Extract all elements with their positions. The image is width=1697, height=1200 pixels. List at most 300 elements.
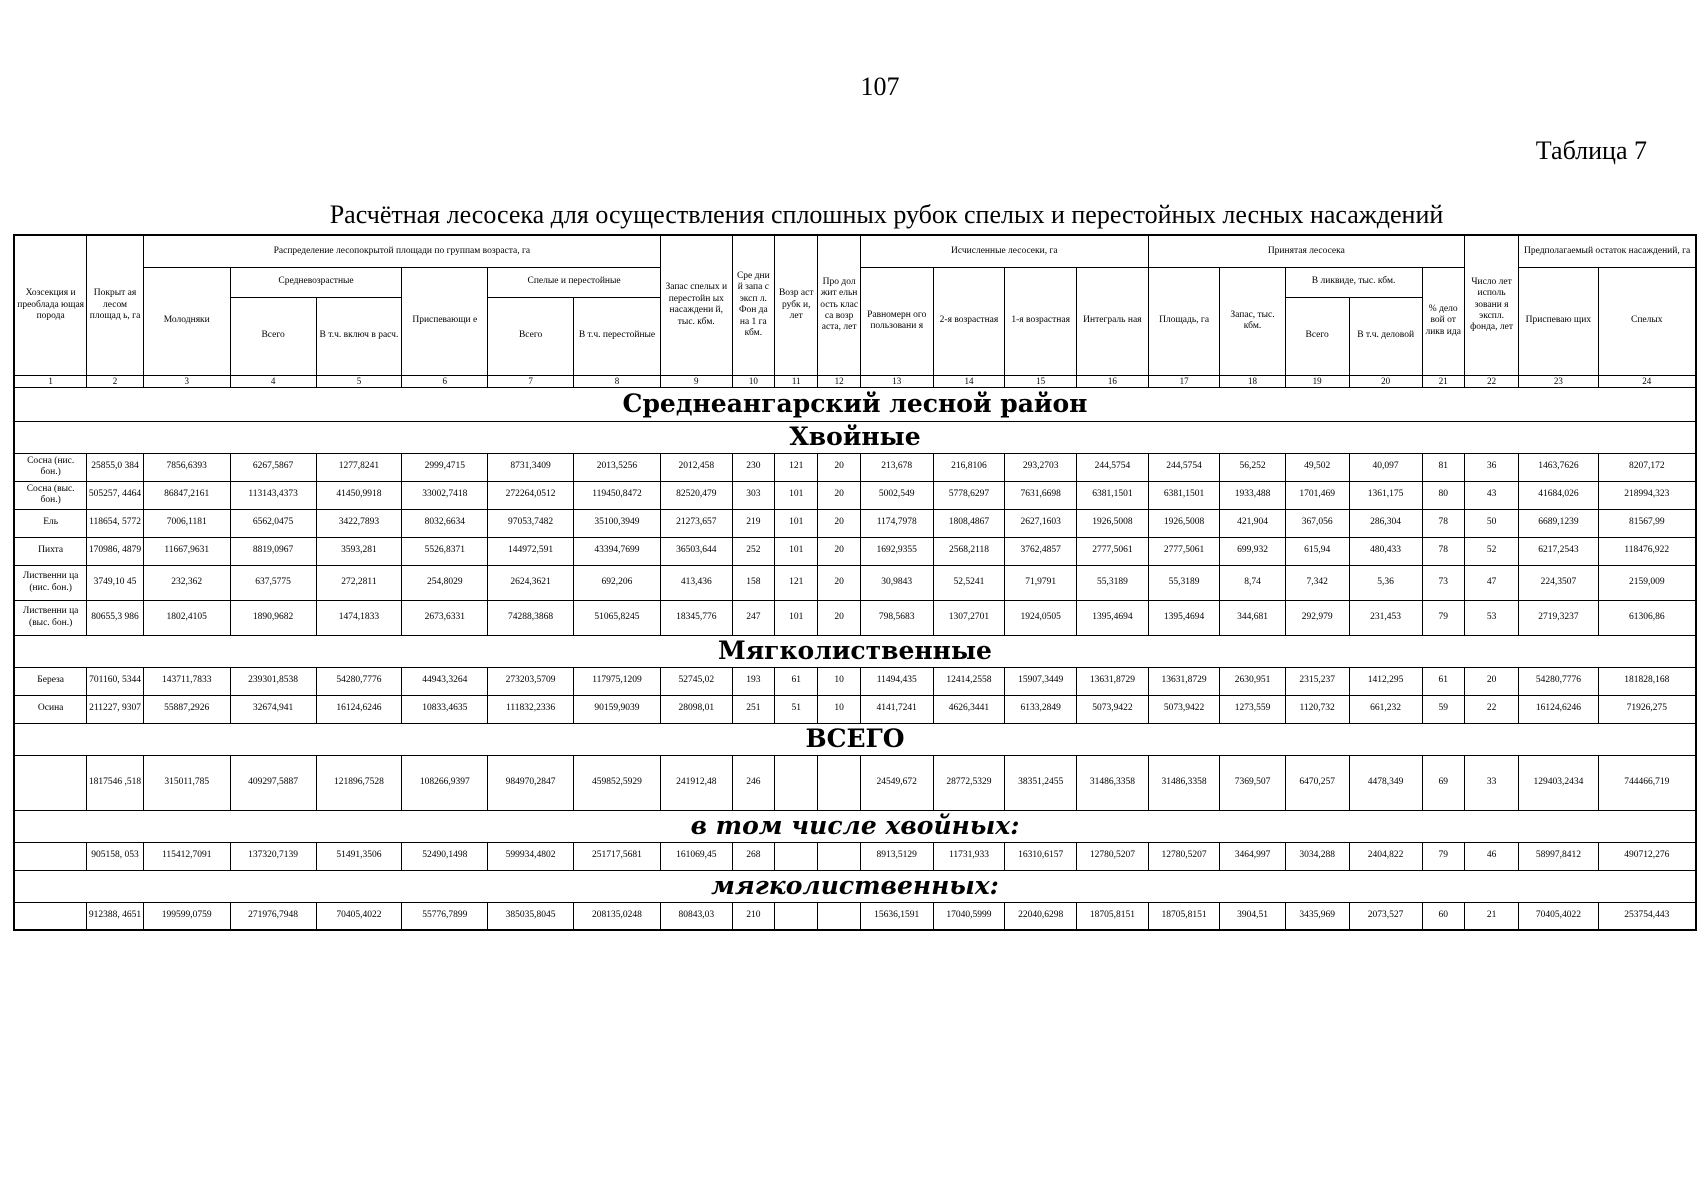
table-cell: 43 (1464, 481, 1518, 509)
table-row (14, 667, 1696, 695)
table-cell: 5,36 (1349, 565, 1422, 600)
table-cell: 54280,7776 (316, 667, 402, 695)
table-cell: 101 (775, 509, 818, 537)
table-cell: 599934,4802 (488, 842, 574, 870)
table-cell: 80 (1422, 481, 1464, 509)
table-cell: 2777,5061 (1148, 537, 1220, 565)
table-cell: 115412,7091 (143, 842, 230, 870)
table-cell: 2624,3621 (488, 565, 574, 600)
table-cell: 20 (818, 481, 860, 509)
table-cell (775, 755, 818, 810)
table-cell: Пихта (14, 537, 87, 565)
table-cell: Сосна (нис. бон.) (14, 453, 87, 481)
header-area: Площадь, га (1148, 267, 1220, 375)
table-cell: 3593,281 (316, 537, 402, 565)
table-cell: 51 (775, 695, 818, 723)
table-cell: 6133,2849 (1005, 695, 1077, 723)
table-cell: 1174,7978 (860, 509, 933, 537)
table-cell: Береза (14, 667, 87, 695)
table-cell (14, 842, 87, 870)
table-cell: 137320,7139 (230, 842, 316, 870)
column-number: 2 (87, 375, 143, 387)
table-cell: 16310,6157 (1005, 842, 1077, 870)
table-cell: 211227, 9307 (87, 695, 143, 723)
table-cell: 6470,257 (1285, 755, 1349, 810)
table-cell: 912388, 4651 (87, 902, 143, 930)
header-species: Хозсекция и преоблада ющая порода (14, 235, 87, 375)
table-cell: 8913,5129 (860, 842, 933, 870)
table-cell: 701160, 5344 (87, 667, 143, 695)
table-cell: 16124,6246 (316, 695, 402, 723)
table-cell: 55887,2926 (143, 695, 230, 723)
table-cell: 199599,0759 (143, 902, 230, 930)
table-cell: 11667,9631 (143, 537, 230, 565)
table-cell: 10 (818, 667, 860, 695)
section-district (14, 387, 1696, 421)
table-cell: 637,5775 (230, 565, 316, 600)
table-cell: 44943,3264 (402, 667, 488, 695)
column-number: 11 (775, 375, 818, 387)
table-cell: 208135,0248 (574, 902, 661, 930)
header-remaining-stands: Предполагаемый остаток насаждений, га (1519, 235, 1696, 267)
table-cell: 905158, 053 (87, 842, 143, 870)
table-cell: 81 (1422, 453, 1464, 481)
header-reserve: Запас, тыс. кбм. (1220, 267, 1285, 375)
table-cell: 7006,1181 (143, 509, 230, 537)
table-cell: 344,681 (1220, 600, 1285, 635)
table-cell: 218994,323 (1598, 481, 1696, 509)
table-cell: 20 (818, 600, 860, 635)
table-cell: 7,342 (1285, 565, 1349, 600)
header-middle-included: В т.ч. включ в расч. (316, 297, 402, 375)
table-cell (818, 755, 860, 810)
table-cell: 61306,86 (1598, 600, 1696, 635)
table-row (14, 481, 1696, 509)
table-cell: 224,3507 (1519, 565, 1598, 600)
table-cell: 22040,6298 (1005, 902, 1077, 930)
table-cell: 16124,6246 (1519, 695, 1598, 723)
table-cell: 161069,45 (660, 842, 732, 870)
table-cell: 2777,5061 (1077, 537, 1149, 565)
table-cell: 143711,7833 (143, 667, 230, 695)
section-row (14, 870, 1696, 902)
table-cell: 41684,026 (1519, 481, 1598, 509)
table-cell: 79 (1422, 600, 1464, 635)
table-cell: 81567,99 (1598, 509, 1696, 537)
table-cell: 1120,732 (1285, 695, 1349, 723)
table-cell: 43394,7699 (574, 537, 661, 565)
table-cell: 1701,469 (1285, 481, 1349, 509)
table-cell: 459852,5929 (574, 755, 661, 810)
section-conifers (14, 421, 1696, 453)
table-cell: 46 (1464, 842, 1518, 870)
table-cell: 4141,7241 (860, 695, 933, 723)
table-cell: 2627,1603 (1005, 509, 1077, 537)
table-cell: 1463,7626 (1519, 453, 1598, 481)
table-cell: 33 (1464, 755, 1518, 810)
table-cell: 86847,2161 (143, 481, 230, 509)
section-title: Мягколиственные (14, 635, 1696, 667)
table-cell: 8819,0967 (230, 537, 316, 565)
table-cell: 1890,9682 (230, 600, 316, 635)
table-cell: 286,304 (1349, 509, 1422, 537)
table-cell: 232,362 (143, 565, 230, 600)
header-years-of-use: Число лет исполь зовани я экспл. фонда, лет (1464, 235, 1518, 375)
table-cell: 20 (818, 565, 860, 600)
table-row (14, 537, 1696, 565)
table-cell: 2013,5256 (574, 453, 661, 481)
table-cell: 181828,168 (1598, 667, 1696, 695)
table-cell: 51491,3506 (316, 842, 402, 870)
table-cell: 8032,6634 (402, 509, 488, 537)
table-cell: Осина (14, 695, 87, 723)
table-cell: 2315,237 (1285, 667, 1349, 695)
section-title: ВСЕГО (14, 723, 1696, 755)
table-cell: 6381,1501 (1148, 481, 1220, 509)
column-number: 6 (402, 375, 488, 387)
header-mature-overmature: Спелые и перестойные (488, 267, 661, 297)
table-cell: 24549,672 (860, 755, 933, 810)
table-cell: 1412,295 (1349, 667, 1422, 695)
table-cell: 505257, 4464 (87, 481, 143, 509)
table-cell: 117975,1209 (574, 667, 661, 695)
table-cell: 35100,3949 (574, 509, 661, 537)
table-cell (14, 902, 87, 930)
table-cell: 55,3189 (1077, 565, 1149, 600)
table-cell: 3762,4857 (1005, 537, 1077, 565)
table-cell: 31486,3358 (1077, 755, 1149, 810)
table-cell: 210 (732, 902, 774, 930)
table-row (14, 695, 1696, 723)
header-approaching: Приспевающи е (402, 267, 488, 375)
table-cell: 692,206 (574, 565, 661, 600)
section-title: в том числе хвойных: (14, 810, 1696, 842)
table-cell: 36 (1464, 453, 1518, 481)
table-cell: 55,3189 (1148, 565, 1220, 600)
column-number: 12 (818, 375, 860, 387)
table-cell: 1933,488 (1220, 481, 1285, 509)
table-cell: 52 (1464, 537, 1518, 565)
table-cell: 8207,172 (1598, 453, 1696, 481)
table-cell: 21273,657 (660, 509, 732, 537)
table-cell: 32674,941 (230, 695, 316, 723)
table-cell: 78 (1422, 537, 1464, 565)
column-number: 15 (1005, 375, 1077, 387)
table-cell: 58997,8412 (1519, 842, 1598, 870)
column-number: 22 (1464, 375, 1518, 387)
table-cell: 2719,3237 (1519, 600, 1598, 635)
header-cutting-age: Возр аст рубк и, лет (775, 235, 818, 375)
header-avg-stock: Сре дни й запа с эксп л. Фон да на 1 га кбм. (732, 235, 774, 375)
table-cell: 251 (732, 695, 774, 723)
table-cell: 36503,644 (660, 537, 732, 565)
table-cell: 12780,5207 (1148, 842, 1220, 870)
table-cell: 1802,4105 (143, 600, 230, 635)
table-cell: 41450,9918 (316, 481, 402, 509)
table-cell: 54280,7776 (1519, 667, 1598, 695)
table-cell: 101 (775, 481, 818, 509)
table-cell: 1307,2701 (933, 600, 1005, 635)
table-cell: 20 (818, 537, 860, 565)
table-cell: 1808,4867 (933, 509, 1005, 537)
table-cell: 252 (732, 537, 774, 565)
table-cell: 70405,4022 (316, 902, 402, 930)
table-cell: 111832,2336 (488, 695, 574, 723)
table-cell: 2630,951 (1220, 667, 1285, 695)
header-liquid-business: В т.ч. деловой (1349, 297, 1422, 375)
column-number: 21 (1422, 375, 1464, 387)
header-even-use: Равномерн ого пользовани я (860, 267, 933, 375)
table-cell: 3034,288 (1285, 842, 1349, 870)
table-cell: 7856,6393 (143, 453, 230, 481)
column-number: 10 (732, 375, 774, 387)
table-cell: 17040,5999 (933, 902, 1005, 930)
column-number: 13 (860, 375, 933, 387)
table-cell: 6267,5867 (230, 453, 316, 481)
table-cell: 268 (732, 842, 774, 870)
table-cell: 38351,2455 (1005, 755, 1077, 810)
header-overmature: В т.ч. перестойные (574, 297, 661, 375)
header-remain-approaching: Приспеваю щих (1519, 267, 1598, 375)
table-cell: 74288,3868 (488, 600, 574, 635)
table-cell: 213,678 (860, 453, 933, 481)
table-cell: 241912,48 (660, 755, 732, 810)
table-cell: 30,9843 (860, 565, 933, 600)
column-number: 14 (933, 375, 1005, 387)
table-cell: 20 (1464, 667, 1518, 695)
table-cell: 615,94 (1285, 537, 1349, 565)
table-row (14, 600, 1696, 635)
table-cell: Ель (14, 509, 87, 537)
table-cell: 73 (1422, 565, 1464, 600)
table-cell: 3435,969 (1285, 902, 1349, 930)
table-cell (818, 902, 860, 930)
table-cell: 71,9791 (1005, 565, 1077, 600)
header-business-pct: % дело вой от ликв ида (1422, 267, 1464, 375)
header-mature-total: Всего (488, 297, 574, 375)
table-cell: 80655,3 986 (87, 600, 143, 635)
table-cell: 90159,9039 (574, 695, 661, 723)
table-cell: 11731,933 (933, 842, 1005, 870)
table-cell: 119450,8472 (574, 481, 661, 509)
table-cell: Сосна (выс. бон.) (14, 481, 87, 509)
table-cell: 108266,9397 (402, 755, 488, 810)
table-cell: 2012,458 (660, 453, 732, 481)
table-cell: 367,056 (1285, 509, 1349, 537)
table-cell: 129403,2434 (1519, 755, 1598, 810)
table-cell: 69 (1422, 755, 1464, 810)
table-cell: 1474,1833 (316, 600, 402, 635)
table-cell: 8731,3409 (488, 453, 574, 481)
header-mature-stock: Запас спелых и перестойн ых насаждени й, тыс. кбм. (660, 235, 732, 375)
table-cell: 661,232 (1349, 695, 1422, 723)
table-cell: 247 (732, 600, 774, 635)
page-number: 107 (860, 72, 900, 101)
table-cell: 121896,7528 (316, 755, 402, 810)
table-cell: 20 (818, 453, 860, 481)
column-number: 5 (316, 375, 402, 387)
table-cell: 118654, 5772 (87, 509, 143, 537)
table-cell: 18345,776 (660, 600, 732, 635)
table-cell: 385035,8045 (488, 902, 574, 930)
table-title: Расчётная лесосека для осуществления сплошных рубок спелых и перестойных лесных насаждений (329, 200, 1444, 229)
column-number: 3 (143, 375, 230, 387)
table-cell: 3422,7893 (316, 509, 402, 537)
table-cell: 273203,5709 (488, 667, 574, 695)
table-cell: 5526,8371 (402, 537, 488, 565)
table-cell: 61 (1422, 667, 1464, 695)
table-cell: 984970,2847 (488, 755, 574, 810)
table-cell: 55776,7899 (402, 902, 488, 930)
table-cell: 293,2703 (1005, 453, 1077, 481)
table-cell: 4626,3441 (933, 695, 1005, 723)
table-cell: 53 (1464, 600, 1518, 635)
table-cell: 239301,8538 (230, 667, 316, 695)
section-title: Хвойные (14, 421, 1696, 453)
table-cell: 231,453 (1349, 600, 1422, 635)
section-row (14, 635, 1696, 667)
table-row (14, 453, 1696, 481)
column-numbers-row (14, 375, 1696, 387)
section-row (14, 810, 1696, 842)
table-cell: 272264,0512 (488, 481, 574, 509)
table-cell: 158 (732, 565, 774, 600)
header-liquid: В ликвиде, тыс. кбм. (1285, 267, 1422, 297)
table-cell: 6217,2543 (1519, 537, 1598, 565)
table-cell: 244,5754 (1077, 453, 1149, 481)
column-number: 7 (488, 375, 574, 387)
table-cell: 8,74 (1220, 565, 1285, 600)
table-cell: 1273,559 (1220, 695, 1285, 723)
table-cell: 5002,549 (860, 481, 933, 509)
table-cell (775, 842, 818, 870)
table-cell: 22 (1464, 695, 1518, 723)
table-cell: 1817546 ,518 (87, 755, 143, 810)
table-cell: 51065,8245 (574, 600, 661, 635)
table-cell: 49,502 (1285, 453, 1349, 481)
table-cell: 10833,4635 (402, 695, 488, 723)
column-number: 16 (1077, 375, 1149, 387)
header-calculated-cutting: Исчисленные лесосеки, га (860, 235, 1148, 267)
table-cell: 3749,10 45 (87, 565, 143, 600)
table-cell: 15636,1591 (860, 902, 933, 930)
table-cell: 13631,8729 (1148, 667, 1220, 695)
header-young: Молодняки (143, 267, 230, 375)
table-cell: 303 (732, 481, 774, 509)
header-integral: Интеграль ная (1077, 267, 1149, 375)
table-cell: 12414,2558 (933, 667, 1005, 695)
table-row (14, 902, 1696, 930)
table-cell: 798,5683 (860, 600, 933, 635)
header-age-1: 1-я возрастная (1005, 267, 1077, 375)
table-cell: 79 (1422, 842, 1464, 870)
header-middle-total: Всего (230, 297, 316, 375)
table-cell: 6562,0475 (230, 509, 316, 537)
table-cell: 59 (1422, 695, 1464, 723)
table-cell: 71926,275 (1598, 695, 1696, 723)
table-cell: 230 (732, 453, 774, 481)
table-cell: Лиственни ца (выс. бон.) (14, 600, 87, 635)
table-cell: 2073,527 (1349, 902, 1422, 930)
table-cell: 292,979 (1285, 600, 1349, 635)
header-remain-mature: Спелых (1598, 267, 1696, 375)
table-row (14, 565, 1696, 600)
column-number: 8 (574, 375, 661, 387)
table-cell: 121 (775, 565, 818, 600)
table-cell: 5073,9422 (1077, 695, 1149, 723)
header-age-2: 2-я возрастная (933, 267, 1005, 375)
table-cell: 1395,4694 (1077, 600, 1149, 635)
table-cell: 2568,2118 (933, 537, 1005, 565)
table-cell: 409297,5887 (230, 755, 316, 810)
table-cell: 170986, 4879 (87, 537, 143, 565)
table-cell: 101 (775, 537, 818, 565)
table-cell: 121 (775, 453, 818, 481)
table-cell: 52,5241 (933, 565, 1005, 600)
cutting-area-table (13, 234, 1697, 931)
table-cell: 52745,02 (660, 667, 732, 695)
table-cell: 216,8106 (933, 453, 1005, 481)
table-cell: 1395,4694 (1148, 600, 1220, 635)
table-cell: 6381,1501 (1077, 481, 1149, 509)
table-cell: 7369,507 (1220, 755, 1285, 810)
table-cell: 52490,1498 (402, 842, 488, 870)
table-cell: 315011,785 (143, 755, 230, 810)
table-cell: 10 (818, 695, 860, 723)
table-cell: 272,2811 (316, 565, 402, 600)
table-cell: 50 (1464, 509, 1518, 537)
table-cell: 28098,01 (660, 695, 732, 723)
table-cell: 97053,7482 (488, 509, 574, 537)
table-cell: 18705,8151 (1148, 902, 1220, 930)
table-cell: 251717,5681 (574, 842, 661, 870)
table-cell: 4478,349 (1349, 755, 1422, 810)
table-cell: 1692,9355 (860, 537, 933, 565)
table-cell: 219 (732, 509, 774, 537)
table-cell: 25855,0 384 (87, 453, 143, 481)
table-cell: Лиственни ца (нис. бон.) (14, 565, 87, 600)
column-number: 9 (660, 375, 732, 387)
column-number: 17 (1148, 375, 1220, 387)
table-cell: 144972,591 (488, 537, 574, 565)
header-forest-area: Покрыт ая лесом площад ь, га (87, 235, 143, 375)
table-cell: 2673,6331 (402, 600, 488, 635)
table-cell: 7631,6698 (1005, 481, 1077, 509)
table-cell: 56,252 (1220, 453, 1285, 481)
table-cell: 82520,479 (660, 481, 732, 509)
table-cell: 61 (775, 667, 818, 695)
table-cell: 33002,7418 (402, 481, 488, 509)
table-cell: 28772,5329 (933, 755, 1005, 810)
table-cell: 254,8029 (402, 565, 488, 600)
table-cell: 118476,922 (1598, 537, 1696, 565)
table-cell: 11494,435 (860, 667, 933, 695)
table-cell: 2159,009 (1598, 565, 1696, 600)
table-cell: 1926,5008 (1148, 509, 1220, 537)
section-title: Среднеангарский лесной район (14, 387, 1696, 421)
table-cell: 413,436 (660, 565, 732, 600)
table-cell: 2404,822 (1349, 842, 1422, 870)
table-cell (818, 842, 860, 870)
table-cell: 3464,997 (1220, 842, 1285, 870)
table-cell: 21 (1464, 902, 1518, 930)
column-number: 24 (1598, 375, 1696, 387)
table-cell: 193 (732, 667, 774, 695)
section-row (14, 723, 1696, 755)
header-accepted-cutting: Принятая лесосека (1148, 235, 1464, 267)
table-cell: 5073,9422 (1148, 695, 1220, 723)
table-label: Таблица 7 (1535, 136, 1647, 165)
